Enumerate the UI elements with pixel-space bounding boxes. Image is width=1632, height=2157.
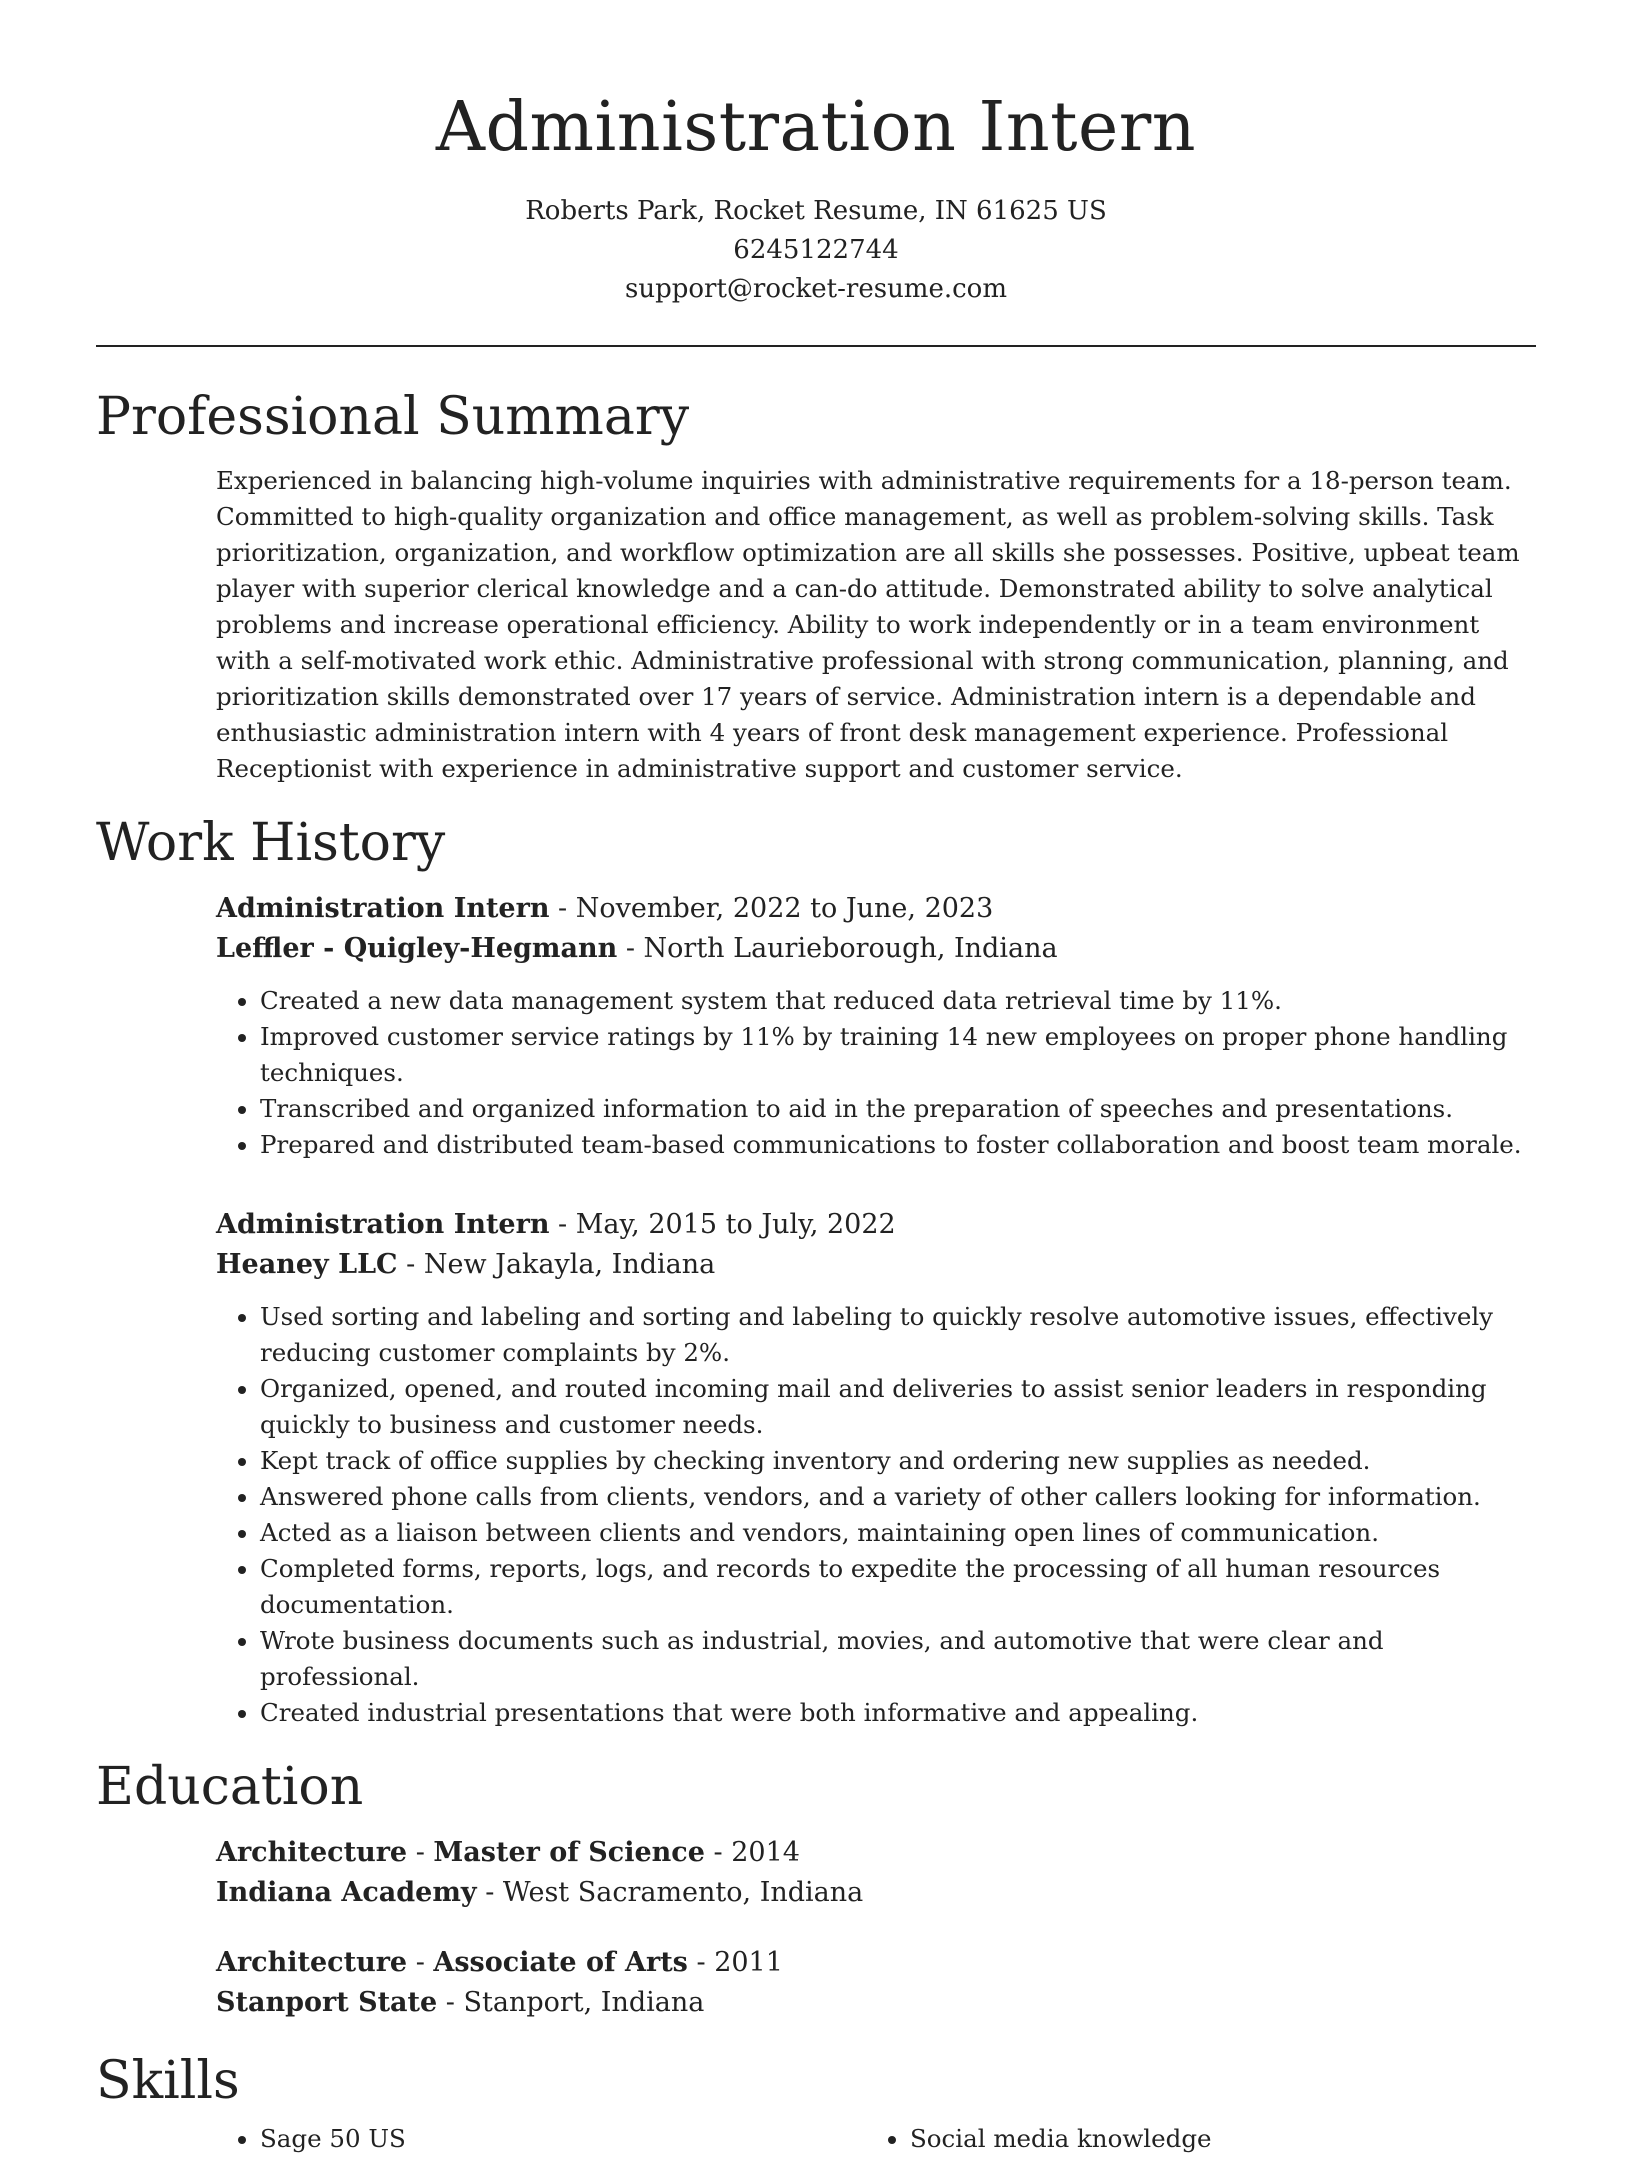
contact-phone: 6245122744 xyxy=(733,235,899,265)
education-field: Architecture xyxy=(216,1837,408,1868)
job-entry xyxy=(216,1205,1536,1731)
job-bullets xyxy=(216,1299,1536,1731)
job-bullet: • Used sorting and labeling and sorting and labeling to quickly resolve automotive issues, effectively reducing customer complaints by 2%. xyxy=(260,1299,1536,1371)
skills-heading: Skills xyxy=(96,2051,240,2111)
skills-column-right xyxy=(866,2121,1516,2157)
job-company: Leffler - Quigley-Hegmann xyxy=(216,933,618,964)
job-bullet: • Transcribed and organized information to aid in the preparation of speeches and presentations. xyxy=(260,1091,1536,1127)
job-entry xyxy=(216,889,1536,1163)
education-degree: Master of Science xyxy=(433,1837,705,1868)
job-bullet: • Kept track of office supplies by checking inventory and ordering new supplies as needed. xyxy=(260,1443,1536,1479)
job-title-line: Administration Intern - November, 2022 to June, 2023 xyxy=(216,893,994,924)
job-location: North Laurieborough, Indiana xyxy=(643,933,1058,964)
education-school: Indiana Academy xyxy=(216,1877,477,1908)
education-school: Stanport State xyxy=(216,1987,438,2018)
job-title-line: Administration Intern - May, 2015 to July, 2022 xyxy=(216,1209,896,1240)
contact-address: Roberts Park, Rocket Resume, IN 61625 US xyxy=(525,196,1107,226)
education-year: 2011 xyxy=(714,1947,783,1978)
job-bullet: • Answered phone calls from clients, vendors, and a variety of other callers looking for information. xyxy=(260,1479,1536,1515)
contact-info xyxy=(96,192,1536,309)
job-bullet: • Wrote business documents such as industrial, movies, and automotive that were clear and professional. xyxy=(260,1623,1536,1695)
education-degree: Associate of Arts xyxy=(433,1947,688,1978)
job-location: New Jakayla, Indiana xyxy=(423,1249,716,1280)
education-school-line: Indiana Academy - West Sacramento, Indiana xyxy=(216,1877,864,1908)
skill-item: • Sage 50 US xyxy=(260,2121,866,2157)
education-field: Architecture xyxy=(216,1947,408,1978)
job-bullet: • Created a new data management system that reduced data retrieval time by 11%. xyxy=(260,983,1536,1019)
education-degree-line: Architecture - Master of Science - 2014 xyxy=(216,1837,800,1868)
summary-section xyxy=(96,385,1536,787)
job-bullet: • Organized, opened, and routed incoming mail and deliveries to assist senior leaders in responding quickly to business and customer needs. xyxy=(260,1371,1536,1443)
job-bullet: • Prepared and distributed team-based communications to foster collaboration and boost team morale. xyxy=(260,1127,1536,1163)
work-history-section xyxy=(96,811,1536,1731)
contact-email: support@rocket-resume.com xyxy=(624,274,1007,304)
summary-heading: Professional Summary xyxy=(96,387,690,447)
education-location: West Sacramento, Indiana xyxy=(502,1877,864,1908)
job-role: Administration Intern xyxy=(216,1209,550,1240)
education-entry xyxy=(216,1833,1536,1913)
education-location: Stanport, Indiana xyxy=(463,1987,705,2018)
education-section xyxy=(96,1755,1536,2023)
job-company-line: Leffler - Quigley-Hegmann - North Laurieborough, Indiana xyxy=(216,933,1058,964)
job-bullets xyxy=(216,983,1536,1163)
job-company-line: Heaney LLC - New Jakayla, Indiana xyxy=(216,1249,716,1280)
resume-header xyxy=(96,0,1536,309)
skills-section xyxy=(96,2049,1536,2157)
header-divider xyxy=(96,345,1536,347)
candidate-name: Administration Intern xyxy=(435,88,1197,167)
education-entry xyxy=(216,1943,1536,2023)
job-company: Heaney LLC xyxy=(216,1249,398,1280)
skill-item: • Social media knowledge xyxy=(910,2121,1516,2157)
job-dates: November, 2022 to June, 2023 xyxy=(575,893,994,924)
education-heading: Education xyxy=(96,1757,364,1817)
job-role: Administration Intern xyxy=(216,893,550,924)
skills-column-left xyxy=(216,2121,866,2157)
work-history-heading: Work History xyxy=(96,813,446,873)
education-school-line: Stanport State - Stanport, Indiana xyxy=(216,1987,705,2018)
education-degree-line: Architecture - Associate of Arts - 2011 xyxy=(216,1947,783,1978)
job-bullet: • Improved customer service ratings by 11% by training 14 new employees on proper phone handling techniques. xyxy=(260,1019,1536,1091)
education-year: 2014 xyxy=(731,1837,800,1868)
job-bullet: • Completed forms, reports, logs, and records to expedite the processing of all human resources documentation. xyxy=(260,1551,1536,1623)
skills-grid xyxy=(216,2113,1536,2157)
job-bullet: • Acted as a liaison between clients and vendors, maintaining open lines of communication. xyxy=(260,1515,1536,1551)
job-bullet: • Created industrial presentations that were both informative and appealing. xyxy=(260,1695,1536,1731)
job-dates: May, 2015 to July, 2022 xyxy=(575,1209,896,1240)
summary-text: Experienced in balancing high-volume inquiries with administrative requirements for a 18-person team. Committed to high-quality organization and office management, as well as problem-solving skills. Task prioritization, organization, and workflow optimization are all skills she possesses. Positive, upbeat team player with superior clerical knowledge and a can-do attitude. Demonstrated ability to solve analytical problems and increase operational efficiency. Ability to work independently or in a team environment with a self-motivated work ethic. Administrative professional with strong communication, planning, and prioritization skills demonstrated over 17 years of service. Administration intern is a dependable and enthusiastic administration intern with 4 years of front desk management experience. Professional Receptionist with experience in administrative support and customer service. xyxy=(216,466,1520,783)
